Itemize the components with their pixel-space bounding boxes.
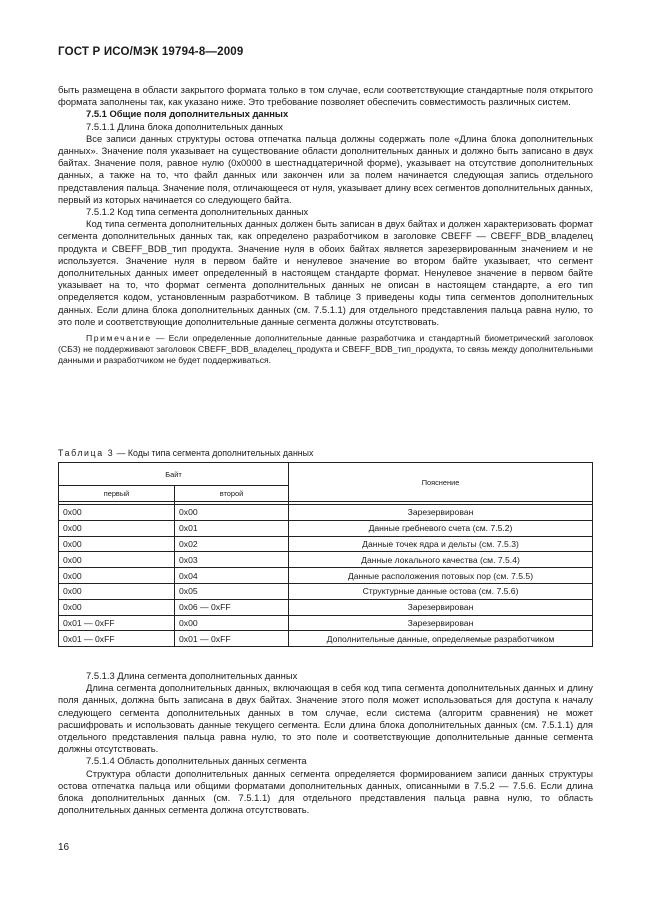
note-text: — Если определенные дополнительные данные разработчика и стандартный биометрический заголовок (СБЗ) не поддерживают заголовок CBEFF_BDB_владелец_продукта и CBEFF_BDB_тип_продукта, то связь между дополнительными данными и разработчиком не будет поддерживаться. — [58, 333, 593, 366]
header-description: Пояснение — [289, 463, 593, 502]
section-7-5-1-1-title: 7.5.1.1 Длина блока дополнительных данных — [86, 120, 283, 132]
table-row — [59, 536, 593, 552]
cell-first: 0x00 — [59, 599, 175, 615]
table-caption — [58, 448, 313, 458]
document-header: ГОСТ Р ИСО/МЭК 19794-8—2009 — [58, 46, 244, 58]
section-lower — [58, 670, 593, 816]
cell-first: 0x00 — [59, 505, 175, 521]
cell-second: 0x01 — 0xFF — [175, 631, 289, 647]
section-7-5-1-3-title: 7.5.1.3 Длина сегмента дополнительных данных — [86, 670, 298, 681]
page-number: 16 — [58, 842, 70, 853]
cell-description: Зарезервирован — [289, 505, 593, 521]
table-row — [59, 599, 593, 615]
table-caption-text: — Коды типа сегмента дополнительных данных — [114, 448, 314, 458]
section-7-5-1-2-text: Код типа сегмента дополнительных данных должен быть записан в двух байтах и должен характеризовать формат сегмента дополнительных данных так, как определено разработчиком в заголовке CBEFF — CBEFF_BDB_владелец продукта и CBEFF_BDB_тип продукта. Значение нуля в обоих байтах является зарезервированным значением и не используется. Значение нуля в первом байте и ненулевое значение во втором байте указывает, что сегмент дополнительных данных имеет определенный в настоящем стандарте формат. Ненулевое значение в первом байте указывает на то, что формат сегмента дополнительных данных не описан в настоящем стандарте, а его тип определяется кодом, установленным разработчиком. В таблице 3 приведены коды типа сегментов дополнительных данных. Если длина блока дополнительных данных (см. 7.5.1.1) для отдельного представления пальца равна нулю, то это поле и соответствующие дополнительные данные сегмента должны отсутствовать. — [58, 218, 593, 327]
cell-second: 0x00 — [175, 505, 289, 521]
cell-second: 0x06 — 0xFF — [175, 599, 289, 615]
table-row — [59, 505, 593, 521]
section-7-5-1-4-text: Структура области дополнительных данных сегмента определяется формированием записи данных структуры остова отпечатка пальца или общими форматами дополнительных данных, описанными в 7.5.2 — 7.5.6. Если длина блока дополнительных данных (см. 7.5.1.1) для отдельного представления пальца равна нулю, то область дополнительных данных сегмента должна отсутствовать. — [58, 767, 593, 816]
note-paragraph — [58, 333, 593, 367]
table-row — [59, 615, 593, 631]
section-7-5-1-3-text: Длина сегмента дополнительных данных, включающая в себя код типа сегмента дополнительных данных и длину поля данных, должна быть записана в двух байтах. Значение этого поля может использоваться для доступа к началу следующего сегмента дополнительных данных в том случае, если система (алгоритм сравнения) не может расшифровать и использовать данные текущего сегмента. Если длина блока дополнительных данных (см. 7.5.1.1) для отдельного представления пальца равна нулю, то это поле и соответствующие дополнительные данные сегмента должны отсутствовать. — [58, 682, 593, 755]
cell-description: Дополнительные данные, определяемые разработчиком — [289, 631, 593, 647]
cell-second: 0x02 — [175, 536, 289, 552]
header-second-byte: второй — [175, 486, 289, 502]
cell-second: 0x05 — [175, 583, 289, 599]
cell-first: 0x01 — 0xFF — [59, 631, 175, 647]
table-row — [59, 583, 593, 599]
cell-first: 0x00 — [59, 552, 175, 568]
table-row — [59, 520, 593, 536]
section-7-5-1-title: 7.5.1 Общие поля дополнительных данных — [86, 108, 289, 120]
codes-table — [58, 462, 593, 647]
cell-first: 0x01 — 0xFF — [59, 615, 175, 631]
cell-first: 0x00 — [59, 568, 175, 584]
cell-second: 0x04 — [175, 568, 289, 584]
cell-first: 0x00 — [59, 583, 175, 599]
table-header-row — [59, 463, 593, 486]
table-caption-label: Таблица 3 — [58, 448, 115, 458]
cell-description: Данные гребневого счета (см. 7.5.2) — [289, 520, 593, 536]
table-row — [59, 568, 593, 584]
cell-description: Зарезервирован — [289, 599, 593, 615]
cell-description: Зарезервирован — [289, 615, 593, 631]
cell-description: Данные расположения потовых пор (см. 7.5.5) — [289, 568, 593, 584]
note-label: Примечание — [86, 333, 152, 344]
cell-second: 0x00 — [175, 615, 289, 631]
header-byte: Байт — [59, 463, 289, 486]
cell-second: 0x01 — [175, 520, 289, 536]
cell-second: 0x03 — [175, 552, 289, 568]
section-7-5-1-2-title: 7.5.1.2 Код типа сегмента дополнительных данных — [86, 206, 309, 218]
cell-description: Структурные данные остова (см. 7.5.6) — [289, 583, 593, 599]
section-7-5-1-4-title: 7.5.1.4 Область дополнительных данных сегмента — [86, 755, 307, 767]
cell-first: 0x00 — [59, 536, 175, 552]
table-row — [59, 552, 593, 568]
section-upper — [58, 84, 593, 367]
header-first-byte: первый — [59, 486, 175, 502]
cell-description: Данные точек ядра и дельты (см. 7.5.3) — [289, 536, 593, 552]
cell-first: 0x00 — [59, 520, 175, 536]
section-7-5-1-1-text: Все записи данных структуры остова отпечатка пальца должны содержать поле «Длина блока дополнительных данных». Значение поля указывает на существование области дополнительных данных и должно быть записано в двух байтах. Значение поля, равное нулю (0x0000 в шестнадцатеричной форме), указывает на отсутствие дополнительных данных, а также на то, что файл данных или закончен или за полем начинается следующая запись отдельного представления пальца. Значение поля, отличающееся от нуля, указывает длину всех сегментов дополнительных данных, первый из которых начинается со следующего байта. — [58, 132, 593, 205]
intro-paragraph: быть размещена в области закрытого формата только в том случае, если соответствующие стандартные поля открытого формата заполнены так, как указано ниже. Это требование позволяет обеспечить совместимость различных систем. — [58, 84, 593, 108]
cell-description: Данные локального качества (см. 7.5.4) — [289, 552, 593, 568]
table-row — [59, 631, 593, 647]
